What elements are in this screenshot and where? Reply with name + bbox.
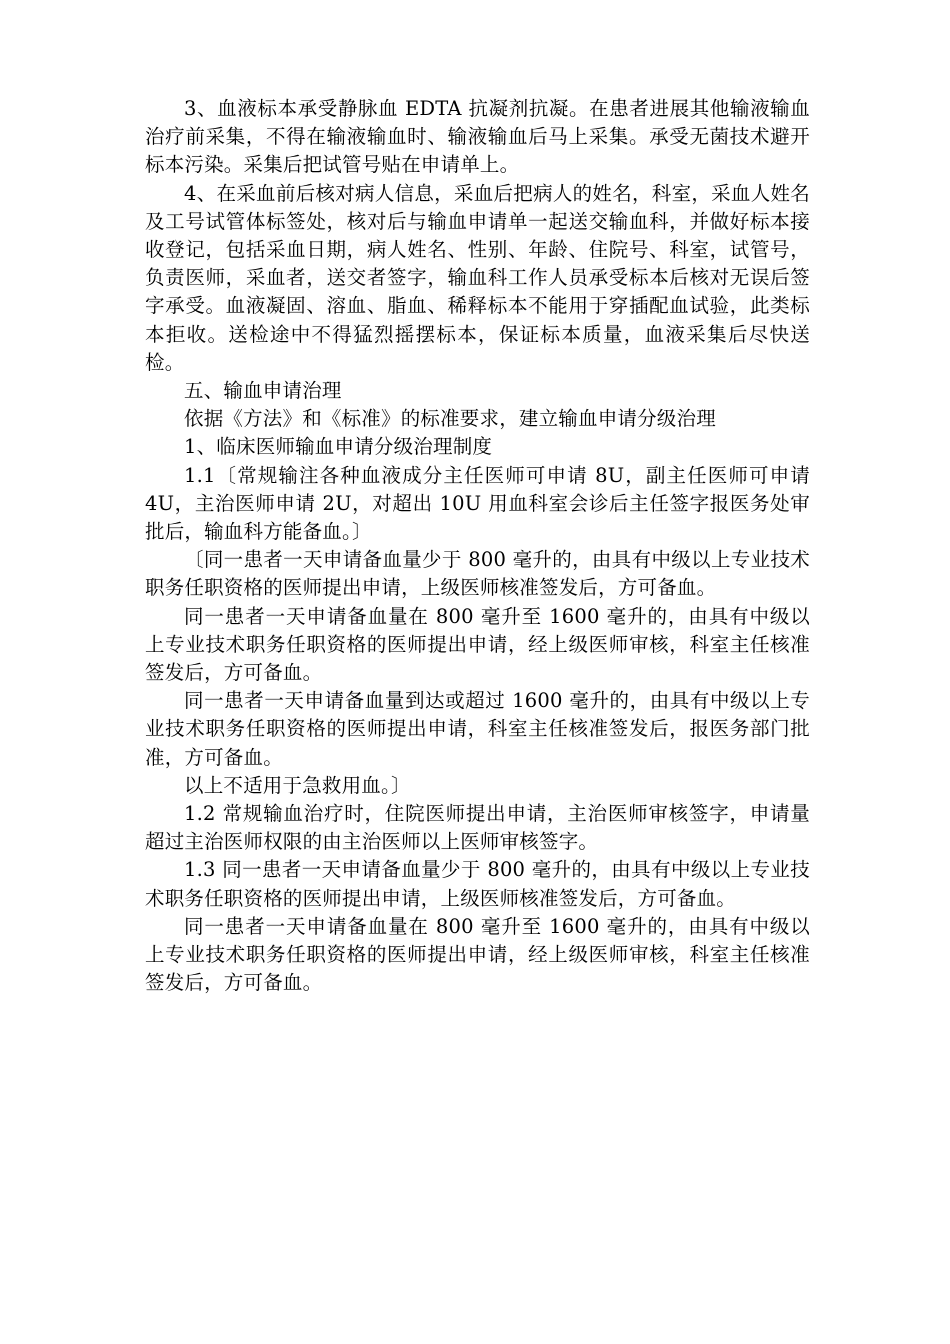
subheading-graded-management: 1、临床医师输血申请分级治理制度 [184, 435, 493, 459]
paragraph-specimen-collection: 3、血液标本承受静脉血 EDTA 抗凝剂抗凝。在患者进展其他输液输血治疗前采集，不得在输液输血时、输液输血后马上采集。承受无菌技术避开标本污染。采集后把试管号贴在申请单上。 [145, 97, 810, 177]
paragraph-over-1600ml: 同一患者一天申请备血量到达或超过 1600 毫升的，由具有中级以上专业技术职务任职资格的医师提出申请，科室主任核准签发后，报医务部门批准，方可备血。 [145, 689, 810, 769]
paragraph-specimen-verification: 4、在采血前后核对病人信息，采血后把病人的姓名，科室，采血人姓名及工号试管体标签处，核对后与输血申请单一起送交输血科，并做好标本接收登记，包括采血日期，病人姓名、性别、年龄、住院号、科室，试管号，负责医师，采血者，送交者签字，输血科工作人员承受标本后核对无误后签字承受。血液凝固、溶血、脂血、稀释标本不能用于穿插配血试验，此类标本拒收。送检途中不得猛烈摇摆标本，保证标本质量，血液采集后尽快送检。 [145, 181, 810, 374]
paragraph-emergency-exception: 以上不适用于急救用血。〕 [184, 773, 411, 797]
paragraph-800-1600ml: 同一患者一天申请备血量在 800 毫升至 1600 毫升的，由具有中级以上专业技术职务任职资格的医师提出申请，经上级医师审核，科室主任核准签发后，方可备血。 [145, 604, 810, 685]
document-page [145, 95, 810, 998]
paragraph-standards-basis: 依据《方法》和《标准》的标准要求，建立输血申请分级治理 [184, 407, 716, 431]
paragraph-under-800ml: 〔同一患者一天申请备血量少于 800 毫升的，由具有中级以上专业技术职务任职资格的医师提出申请，上级医师核准签发后，方可备血。 [145, 548, 810, 600]
paragraph-800-1600ml-repeat: 同一患者一天申请备血量在 800 毫升至 1600 毫升的，由具有中级以上专业技术职务任职资格的医师提出申请，经上级医师审核，科室主任核准签发后，方可备血。 [145, 914, 810, 995]
paragraph-item-1-3: 1.3 同一患者一天申请备血量少于 800 毫升的，由具有中级以上专业技术职务任职资格的医师提出申请，上级医师核准签发后，方可备血。 [145, 858, 810, 910]
paragraph-item-1-1: 1.1〔常规输注各种血液成分主任医师可申请 8U，副主任医师可申请 4U，主治医师申请 2U，对超出 10U 用血科室会诊后主任签字报医务处审批后，输血科方能备血。〕 [145, 463, 810, 544]
section-heading-transfusion-management: 五、输血申请治理 [184, 379, 342, 403]
paragraph-item-1-2: 1.2 常规输血治疗时，住院医师提出申请，主治医师审核签字，申请量超过主治医师权限的由主治医师以上医师审核签字。 [145, 802, 810, 854]
